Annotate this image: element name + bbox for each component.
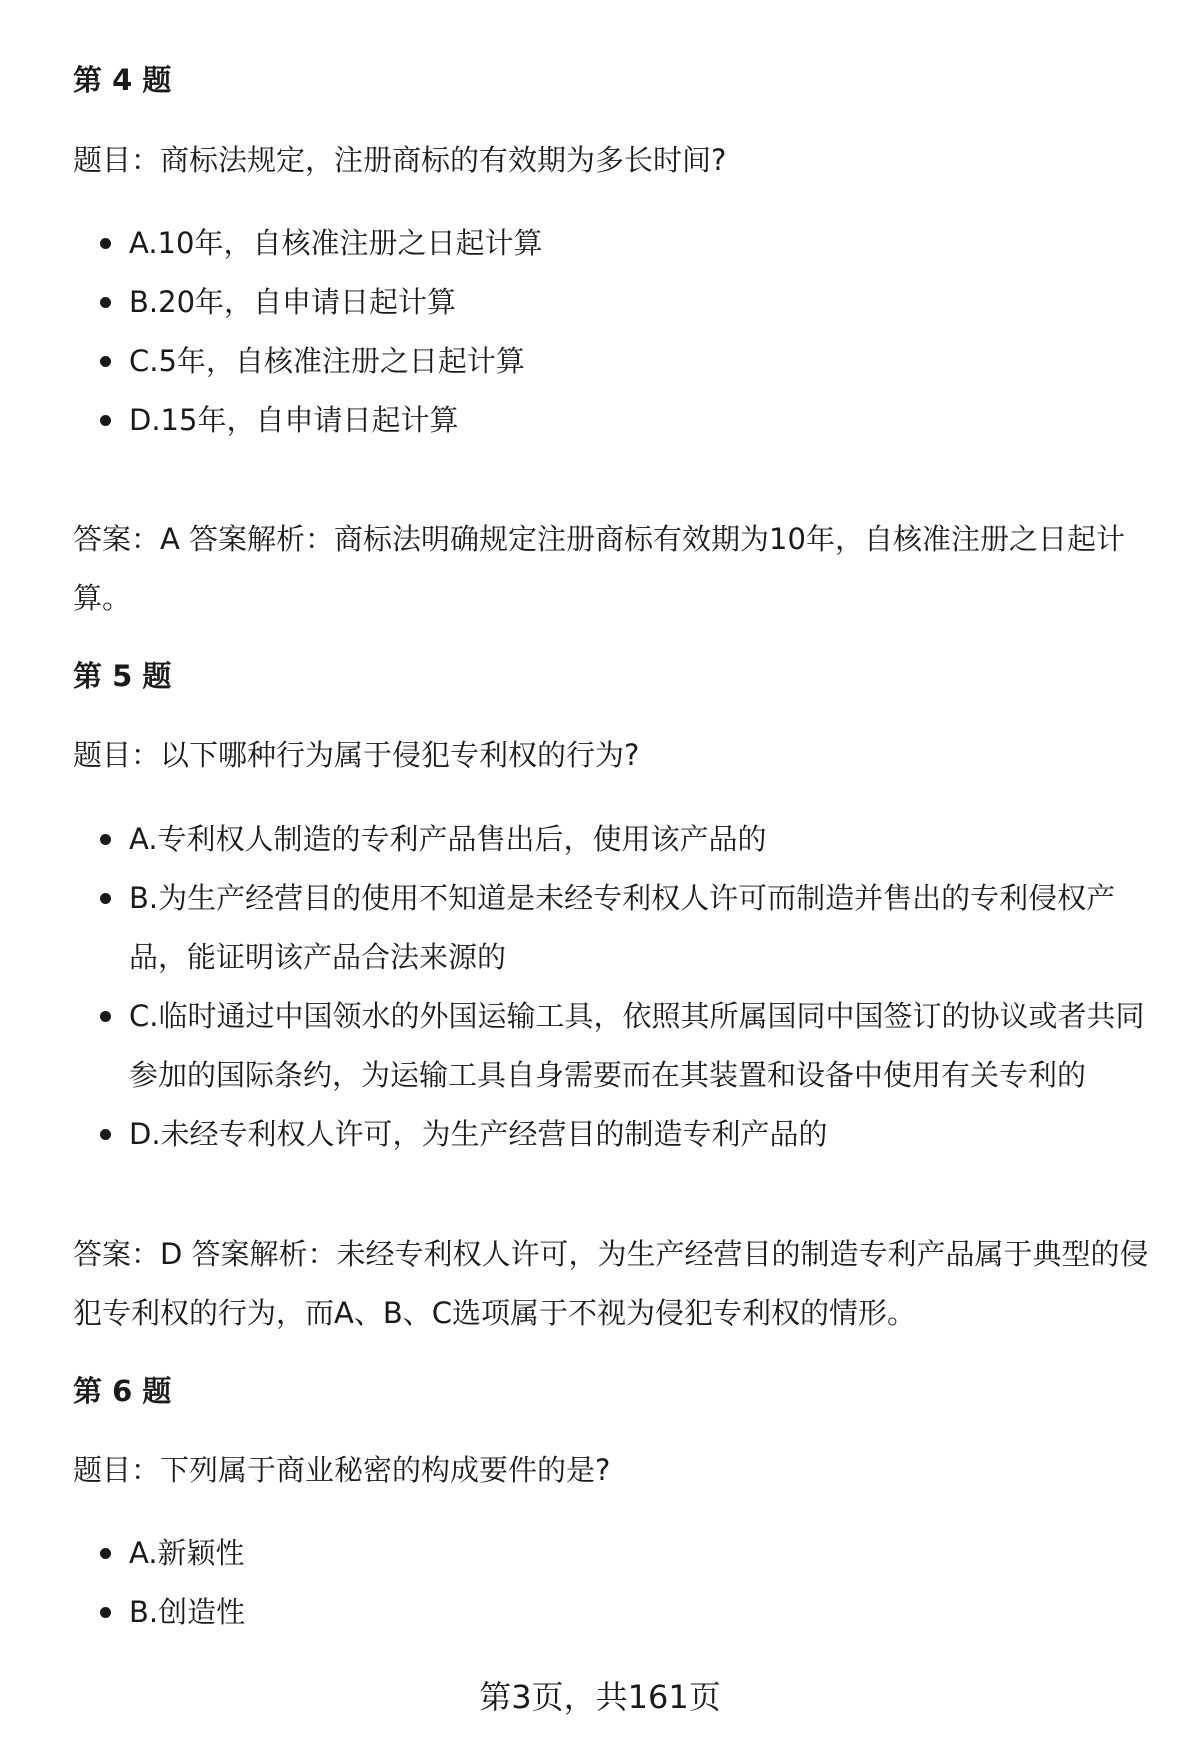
question-heading: 第 4 题 bbox=[73, 63, 172, 97]
bullet-icon bbox=[100, 1011, 111, 1022]
option-item bbox=[73, 1105, 1153, 1164]
bullet-icon bbox=[100, 1548, 111, 1559]
option-label: B.20年，自申请日起计算 bbox=[129, 285, 457, 319]
option-item bbox=[73, 214, 1153, 273]
option-item bbox=[73, 1583, 1153, 1642]
question-heading: 第 5 题 bbox=[73, 659, 172, 693]
option-item bbox=[73, 810, 1153, 869]
option-item bbox=[73, 273, 1153, 332]
option-label: A.新颖性 bbox=[129, 1536, 245, 1570]
option-list bbox=[73, 1524, 1153, 1642]
bullet-icon bbox=[100, 834, 111, 845]
question-heading: 第 6 题 bbox=[73, 1374, 172, 1408]
bullet-icon bbox=[100, 356, 111, 367]
page-number: 第3页，共161页 bbox=[479, 1678, 721, 1716]
bullet-icon bbox=[100, 1129, 111, 1140]
option-label: A.专利权人制造的专利产品售出后，使用该产品的 bbox=[129, 822, 767, 856]
option-label: D.15年，自申请日起计算 bbox=[129, 403, 459, 437]
option-label: C.5年，自核准注册之日起计算 bbox=[129, 344, 525, 378]
option-list bbox=[73, 810, 1153, 1164]
option-list bbox=[73, 214, 1153, 450]
bullet-icon bbox=[100, 297, 111, 308]
option-label: C.临时通过中国领水的外国运输工具，依照其所属国同中国签订的协议或者共同参加的国际条约，为运输工具自身需要而在其装置和设备中使用有关专利的 bbox=[129, 999, 1145, 1092]
option-item bbox=[73, 391, 1153, 450]
option-label: D.未经专利权人许可，为生产经营目的制造专利产品的 bbox=[129, 1117, 828, 1151]
question-text: 题目：下列属于商业秘密的构成要件的是? bbox=[73, 1453, 611, 1487]
option-label: B.创造性 bbox=[129, 1595, 246, 1629]
option-item bbox=[73, 987, 1153, 1105]
option-label: A.10年，自核准注册之日起计算 bbox=[129, 226, 543, 260]
option-label: B.为生产经营目的使用不知道是未经专利权人许可而制造并售出的专利侵权产品，能证明该产品合法来源的 bbox=[129, 881, 1116, 974]
answer-explanation: 答案：D 答案解析：未经专利权人许可，为生产经营目的制造专利产品属于典型的侵犯专利权的行为，而A、B、C选项属于不视为侵犯专利权的情形。 bbox=[73, 1237, 1149, 1330]
bullet-icon bbox=[100, 1607, 111, 1618]
bullet-icon bbox=[100, 238, 111, 249]
answer-explanation: 答案：A 答案解析：商标法明确规定注册商标有效期为10年，自核准注册之日起计算。 bbox=[73, 522, 1125, 615]
question-text: 题目：商标法规定，注册商标的有效期为多长时间? bbox=[73, 143, 727, 177]
question-text: 题目：以下哪种行为属于侵犯专利权的行为? bbox=[73, 738, 640, 772]
option-item bbox=[73, 869, 1153, 987]
bullet-icon bbox=[100, 415, 111, 426]
bullet-icon bbox=[100, 893, 111, 904]
option-item bbox=[73, 332, 1153, 391]
option-item bbox=[73, 1524, 1153, 1583]
